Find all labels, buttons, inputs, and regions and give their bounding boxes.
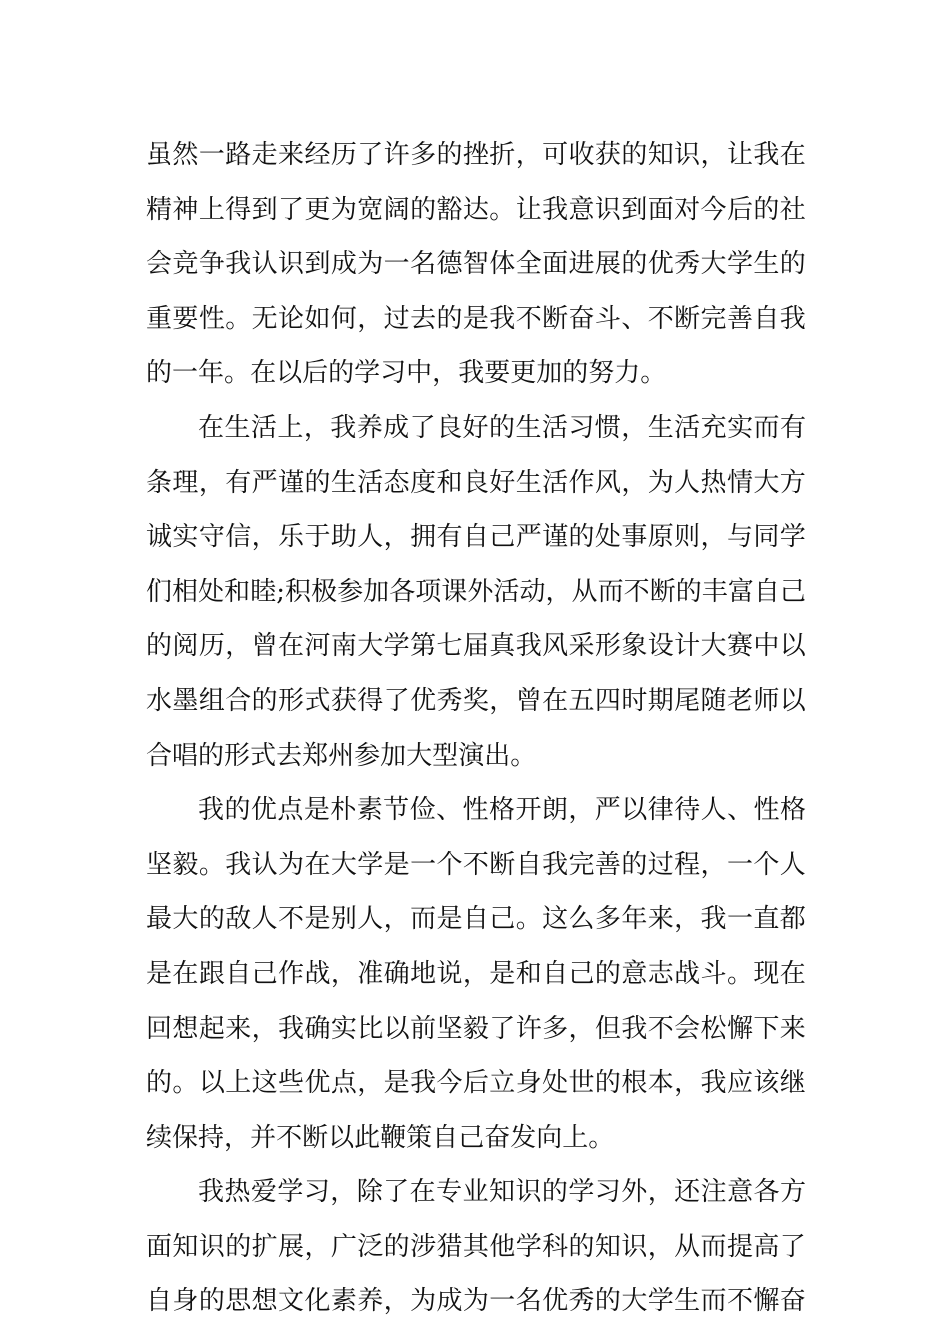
text-line: 我 热 爱 学 习 ， 除 了 在 专 业 知 识 的 学 习 外 ， 还 注 意 各 方 bbox=[198, 1177, 806, 1208]
text-line: 的 一 年 。 在 以 后 的 学 习 中 ， 我 要 更 加 的 努 力 。 bbox=[146, 358, 667, 389]
text-line: 自 身 的 思 想 文 化 素 养 ， 为 成 为 一 名 优 秀 的 大 学 生 而 不 懈 奋 bbox=[146, 1286, 806, 1317]
text-line: 回 想 起 来 ， 我 确 实 比 以 前 坚 毅 了 许 多 ， 但 我 不 会 松 懈 下 来 bbox=[146, 1013, 806, 1044]
text-line: 的 。 以 上 这 些 优 点 ， 是 我 今 后 立 身 处 世 的 根 本 ， 我 应 该 继 bbox=[146, 1068, 806, 1099]
text-line: 是 在 跟 自 己 作 战 ， 准 确 地 说 ， 是 和 自 己 的 意 志 战 斗 。 现 在 bbox=[146, 958, 806, 989]
text-line: 续 保 持 ， 并 不 断 以 此 鞭 策 自 己 奋 发 向 上 。 bbox=[146, 1122, 615, 1153]
text-line: 精 神 上 得 到 了 更 为 宽 阔 的 豁 达 。 让 我 意 识 到 面 对 今 后 的 社 bbox=[146, 194, 806, 225]
text-line: 坚 毅 。 我 认 为 在 大 学 是 一 个 不 断 自 我 完 善 的 过 程 ， 一 个 人 bbox=[146, 849, 806, 880]
text-line: 的 阅 历 ， 曾 在 河 南 大 学 第 七 届 真 我 风 采 形 象 设 计 大 赛 中 以 bbox=[146, 631, 806, 662]
text-line: 条 理 ， 有 严 谨 的 生 活 态 度 和 良 好 生 活 作 风 ， 为 人 热 情 大 方 bbox=[146, 467, 806, 498]
text-line: 我 的 优 点 是 朴 素 节 俭 、 性 格 开 朗 ， 严 以 律 待 人 、 性 格 bbox=[198, 795, 806, 826]
text-line: 诚 实 守 信 ， 乐 于 助 人 ， 拥 有 自 己 严 谨 的 处 事 原 则 ， 与 同 学 bbox=[146, 522, 806, 553]
document-body bbox=[146, 128, 806, 1329]
text-line: 面 知 识 的 扩 展 ， 广 泛 的 涉 猎 其 他 学 科 的 知 识 ， 从 而 提 高 了 bbox=[146, 1231, 806, 1262]
text-line: 虽 然 一 路 走 来 经 历 了 许 多 的 挫 折 ， 可 收 获 的 知 识 ， 让 我 在 bbox=[146, 140, 806, 170]
text-line: 合 唱 的 形 式 去 郑 州 参 加 大 型 演 出 。 bbox=[146, 740, 537, 771]
text-line: 在 生 活 上 ， 我 养 成 了 良 好 的 生 活 习 惯 ， 生 活 充 实 而 有 bbox=[198, 412, 806, 443]
text-line: 重 要 性 。 无 论 如 何 ， 过 去 的 是 我 不 断 奋 斗 、 不 断 完 善 自 我 bbox=[146, 303, 806, 334]
text-line: 们 相 处 和 睦 ; 积 极 参 加 各 项 课 外 活 动 ， 从 而 不 断 的 丰 富 自 己 bbox=[146, 576, 806, 607]
text-line: 水 墨 组 合 的 形 式 获 得 了 优 秀 奖 ， 曾 在 五 四 时 期 尾 随 老 师 以 bbox=[146, 685, 806, 716]
text-line: 最 大 的 敌 人 不 是 别 人 ， 而 是 自 己 。 这 么 多 年 来 ， 我 一 直 都 bbox=[146, 904, 806, 935]
text-line: 会 竞 争 我 认 识 到 成 为 一 名 德 智 体 全 面 进 展 的 优 秀 大 学 生 的 bbox=[146, 249, 806, 280]
